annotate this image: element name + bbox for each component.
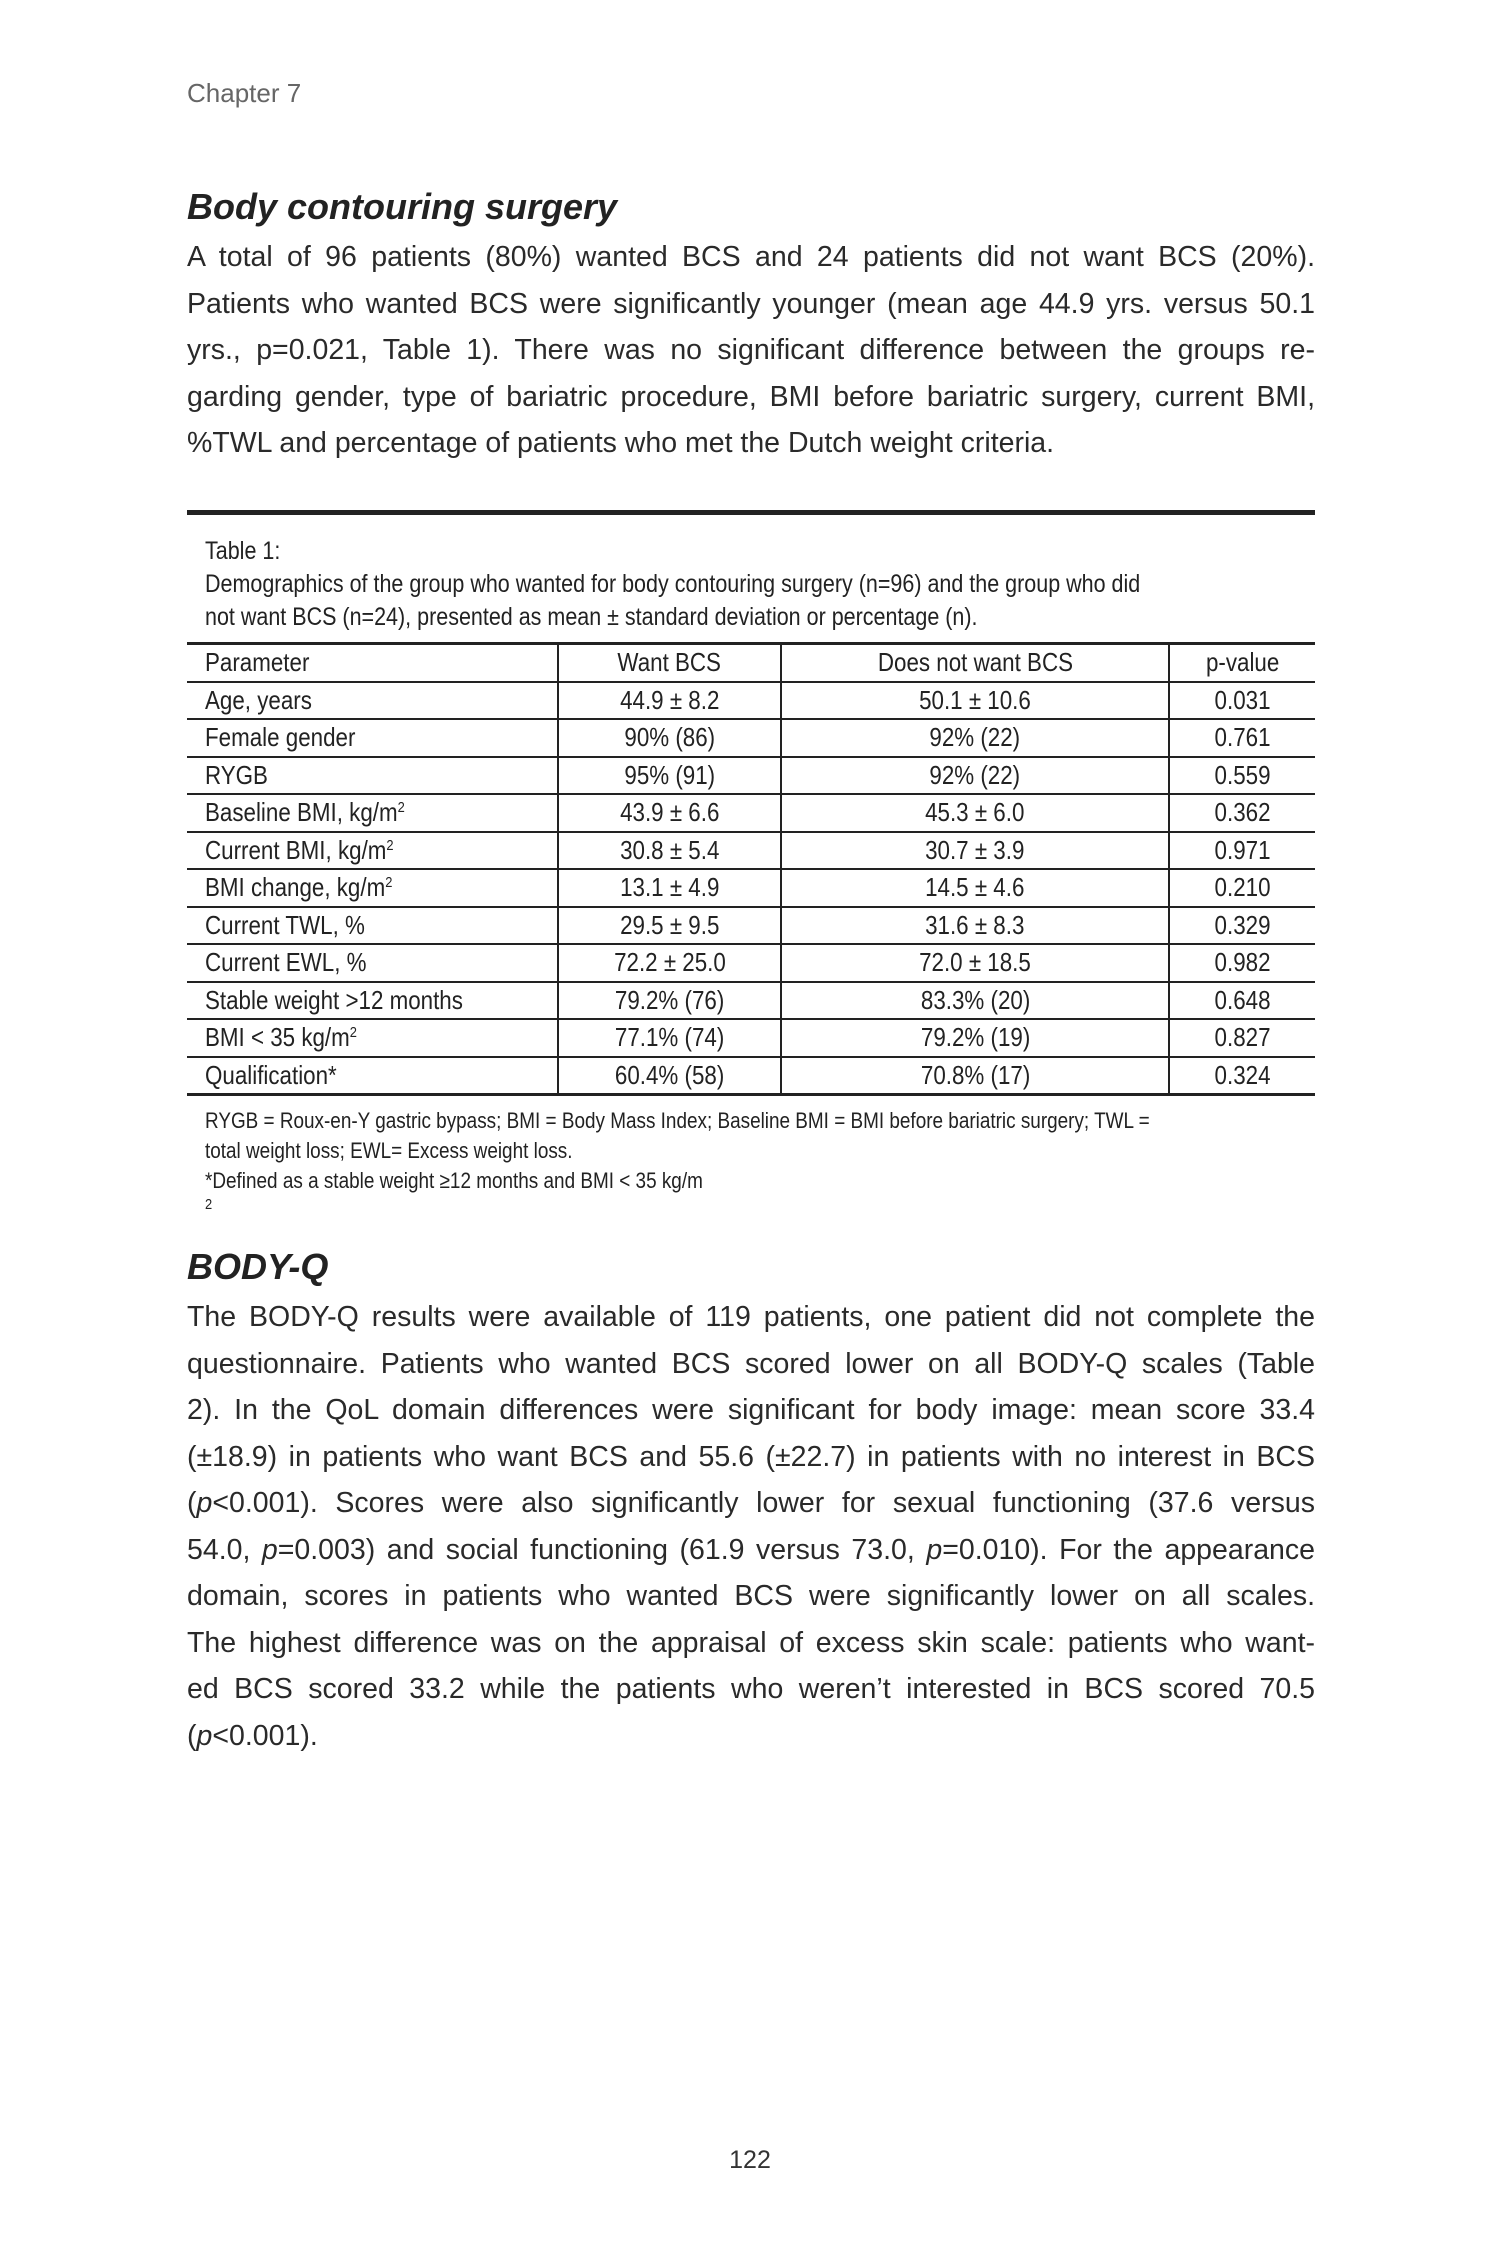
paragraph-line: domain, scores in patients who wanted BCS were significantly lower on all scales. xyxy=(187,1580,1315,1612)
cell-parameter: RYGB xyxy=(187,757,558,795)
paragraph-line: The highest difference was on the appraisal of excess skin scale: patients who want- xyxy=(187,1626,1315,1659)
cell-p-value: 0.559 xyxy=(1169,757,1315,795)
cell-want-bcs: 79.2% (76) xyxy=(558,982,781,1020)
table-row xyxy=(187,1057,1315,1095)
cell-want-bcs: 72.2 ± 25.0 xyxy=(558,944,781,982)
cell-p-value: 0.971 xyxy=(1169,832,1315,870)
cell-want-bcs: 90% (86) xyxy=(558,719,781,757)
paragraph-line: yrs., p=0.021, Table 1). There was no significant difference between the groups re- xyxy=(187,334,1315,366)
cell-p-value: 0.827 xyxy=(1169,1019,1315,1057)
cell-want-bcs: 44.9 ± 8.2 xyxy=(558,682,781,720)
cell-p-value: 0.210 xyxy=(1169,869,1315,907)
column-header-p-value: p-value xyxy=(1169,644,1315,682)
table-row xyxy=(187,944,1315,982)
table-caption-label: Table 1: xyxy=(205,537,281,565)
column-header-not-want-bcs: Does not want BCS xyxy=(781,644,1169,682)
column-header-parameter: Parameter xyxy=(187,644,558,682)
paragraph-line: (±18.9) in patients who want BCS and 55.6 (±22.7) in patients with no interest in BCS xyxy=(187,1440,1315,1473)
table-1 xyxy=(187,510,1315,1226)
cell-parameter: BMI change, $kg/m^2$ xyxy=(187,869,558,907)
column-header-want-bcs: Want BCS xyxy=(558,644,781,682)
cell-p-value: 0.982 xyxy=(1169,944,1315,982)
paragraph-line: (p<0.001). Scores were also significantly lower for sexual functioning (37.6 versus xyxy=(187,1487,1315,1519)
table-row xyxy=(187,1019,1315,1057)
running-header: Chapter 7 xyxy=(187,78,302,108)
table-row xyxy=(187,982,1315,1020)
table-header-row xyxy=(187,644,1315,682)
paragraph-line: %TWL and percentage of patients who met the Dutch weight criteria. xyxy=(187,427,1055,459)
table-caption-line: Demographics of the group who wanted for body contouring surgery (n=96) and the group who did xyxy=(205,570,1141,598)
cell-p-value: 0.648 xyxy=(1169,982,1315,1020)
section-heading-body-q: BODY-Q xyxy=(187,1246,329,1287)
table-row xyxy=(187,719,1315,757)
paragraph-body-q xyxy=(187,1294,1315,1759)
paragraph-line: ed BCS scored 33.2 while the patients who weren’t interested in BCS scored 70.5 xyxy=(187,1673,1315,1705)
table-caption-line: not want BCS (n=24), presented as mean ± standard deviation or percentage (n). xyxy=(205,603,978,631)
cell-not-want-bcs: 79.2% (19) xyxy=(781,1019,1169,1057)
table-row xyxy=(187,682,1315,720)
paragraph-line: 2). In the QoL domain differences were significant for body image: mean score 33.4 xyxy=(187,1394,1315,1426)
cell-not-want-bcs: 70.8% (17) xyxy=(781,1057,1169,1095)
cell-parameter: Qualification* xyxy=(187,1057,558,1095)
table-caption xyxy=(205,535,1306,634)
cell-parameter: Baseline BMI, $kg/m^2$ xyxy=(187,794,558,832)
cell-p-value: 0.761 xyxy=(1169,719,1315,757)
paragraph-line: garding gender, type of bariatric procedure, BMI before bariatric surgery, current BMI, xyxy=(187,380,1315,413)
cell-want-bcs: 13.1 ± 4.9 xyxy=(558,869,781,907)
paragraph-body-contouring xyxy=(187,234,1315,467)
cell-want-bcs: 30.8 ± 5.4 xyxy=(558,832,781,870)
cell-want-bcs: 60.4% (58) xyxy=(558,1057,781,1095)
footnote-line: RYGB = Roux-en-Y gastric bypass; BMI = Body Mass Index; Baseline BMI = BMI before bariatric surgery; TWL = xyxy=(205,1108,1150,1133)
paragraph-line: A total of 96 patients (80%) wanted BCS and 24 patients did not want BCS (20%). xyxy=(187,241,1315,273)
cell-p-value: 0.031 xyxy=(1169,682,1315,720)
cell-parameter: Current BMI, $kg/m^2$ xyxy=(187,832,558,870)
section-heading-body-contouring: Body contouring surgery xyxy=(187,186,618,227)
cell-parameter: Current EWL, % xyxy=(187,944,558,982)
table-body xyxy=(187,682,1315,1095)
cell-want-bcs: 29.5 ± 9.5 xyxy=(558,907,781,945)
table-row xyxy=(187,794,1315,832)
cell-not-want-bcs: 50.1 ± 10.6 xyxy=(781,682,1169,720)
cell-not-want-bcs: 31.6 ± 8.3 xyxy=(781,907,1169,945)
paragraph-line: 54.0, p=0.003) and social functioning (61.9 versus 73.0, p=0.010). For the appearance xyxy=(187,1533,1316,1566)
cell-p-value: 0.329 xyxy=(1169,907,1315,945)
paragraph-line: Patients who wanted BCS were significantly younger (mean age 44.9 yrs. versus 50.1 xyxy=(187,287,1315,320)
cell-p-value: 0.324 xyxy=(1169,1057,1315,1095)
paragraph-line: (p<0.001). xyxy=(187,1719,318,1752)
paragraph-line: The BODY-Q results were available of 119 patients, one patient did not complete the xyxy=(187,1301,1315,1333)
cell-not-want-bcs: 72.0 ± 18.5 xyxy=(781,944,1169,982)
cell-parameter: Current TWL, % xyxy=(187,907,558,945)
paragraph-line: questionnaire. Patients who wanted BCS scored lower on all BODY-Q scales (Table xyxy=(187,1347,1315,1380)
table-row xyxy=(187,907,1315,945)
footnote-definition: *Defined as a stable weight ≥12 months and BMI < 35 kg/m $^2$ xyxy=(205,1168,703,1213)
cell-want-bcs: 95% (91) xyxy=(558,757,781,795)
cell-want-bcs: 43.9 ± 6.6 xyxy=(558,794,781,832)
table-row xyxy=(187,757,1315,795)
cell-parameter: Female gender xyxy=(187,719,558,757)
table-row xyxy=(187,869,1315,907)
cell-parameter: Age, years xyxy=(187,682,558,720)
table-footnote xyxy=(205,1106,1323,1226)
cell-not-want-bcs: 92% (22) xyxy=(781,719,1169,757)
cell-not-want-bcs: 14.5 ± 4.6 xyxy=(781,869,1169,907)
footnote-line: total weight loss; EWL= Excess weight loss. xyxy=(205,1138,573,1163)
cell-parameter: BMI < 35 $kg/m^2$ xyxy=(187,1019,558,1057)
cell-p-value: 0.362 xyxy=(1169,794,1315,832)
cell-not-want-bcs: 30.7 ± 3.9 xyxy=(781,832,1169,870)
table-top-rule xyxy=(187,510,1315,515)
demographics-table xyxy=(187,642,1315,1096)
page-number: 122 xyxy=(729,2146,771,2174)
table-row xyxy=(187,832,1315,870)
cell-not-want-bcs: 92% (22) xyxy=(781,757,1169,795)
cell-not-want-bcs: 83.3% (20) xyxy=(781,982,1169,1020)
cell-parameter: Stable weight >12 months xyxy=(187,982,558,1020)
cell-not-want-bcs: 45.3 ± 6.0 xyxy=(781,794,1169,832)
cell-want-bcs: 77.1% (74) xyxy=(558,1019,781,1057)
